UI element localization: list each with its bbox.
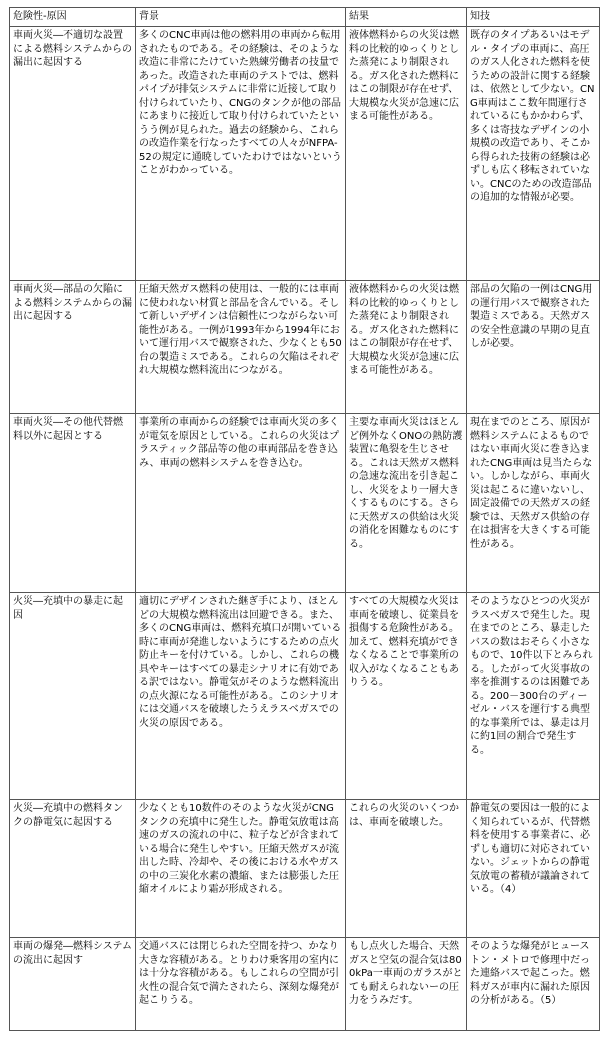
hazard-table <box>9 7 600 1031</box>
cell-background: 多くのCNC車両は他の燃料用の車両から転用されたものである。その経験は、そのような改造に非常にたけていた熟練労働者の技量であった。改造された車両のテストでは、燃料パイプが排気システムに非常に近接して取り付けられていたり、CNGのタンクが他の部品にあまりに接近して取り付けられていたというう例が見られた。過去の経験から、これらの改造作業を行なったすべての人々がNFPA-52の規定に通暁していたわけではないということがわかっている。 <box>136 27 346 281</box>
cell-hazard: 車両火災―部品の欠陥による燃料システムからの漏出に起因する <box>10 281 136 414</box>
cell-hazard: 車両火災―不適切な設置による燃料システムからの漏出に起因する <box>10 27 136 281</box>
cell-knowledge: 既存のタイプあるいはモデル・タイプの車両に、高圧のガス人化された燃料を使うための設計に関する経験は、依然として少ない。CNG車両はここ数年間運行されているにもかかわらず、多くは寄技なデザインの小規模の改造であり、そこから得られた技術の経験は必ずしも広く移転されていない。CNCのための改造部品の追加的な情報が必要。 <box>467 27 600 281</box>
table-row <box>10 414 600 593</box>
cell-knowledge: 現在までのところ、原因が燃料システムによるものではない車両火災に巻き込まれたCNG車両は見当たらない。しかしながら、車両火災は起こるに違いないし、固定設備での天然ガスの経験では、天然ガス供給の存在は損害を大きくする可能性がある。 <box>467 414 600 593</box>
cell-knowledge: 部品の欠陥の一例はCNG用の運行用バスで観察された製造ミスである。天然ガスの安全性意識の早期の見直しが必要。 <box>467 281 600 414</box>
table-row <box>10 593 600 800</box>
cell-hazard: 火災―充填中の暴走に起因 <box>10 593 136 800</box>
header-row <box>10 8 600 27</box>
cell-knowledge: そのような爆発がヒューストン・メトロで修理中だった連絡バスで起こった。燃料ガスが車内に漏れた原因の分析がある。（5） <box>467 938 600 1031</box>
table-row <box>10 800 600 938</box>
header-knowledge: 知技 <box>467 8 600 27</box>
cell-knowledge: そのようなひとつの火災がラスベガスで発生した。現在までのところ、暴走したバスの数はおそらく小さなもので、10件以下とみられる。したがって火災事故の率を推測するのは困難である。200－300台のディーゼル・バスを運行する典型的な事業所では、暴走は月に約1回の割合で発生する。 <box>467 593 600 800</box>
cell-background: 適切にデザインされた継ぎ手により、ほとんどの大規模な燃料流出は回避できる。また、多くのCNG車両は、燃料充填口が開いている時に車両が発進しないようにするための点火防止キーを付けている。しかし、これらの機具やキーはすべての暴走シナリオに有効である訳ではない。静電気がそのような燃料流出の点火源になる可能性がある。このシナリオには交通バスを破壊したうえラスベガスでの火災の原因である。 <box>136 593 346 800</box>
cell-result: 液体燃料からの火災は燃料の比較的ゆっくりとした蒸発により制限される。ガス化された燃料にはこの制限が存在せず、大規模な火災が急速に広まる可能性がある。 <box>346 27 467 281</box>
cell-hazard: 火災―充填中の燃料タンクの静電気に起因する <box>10 800 136 938</box>
cell-result: 液体燃料からの火災は燃料の比較的ゆっくりとした蒸発により制限される。ガス化された燃料にはこの制限が存在せず、大規模な火災が急速に広まる可能性がある。 <box>346 281 467 414</box>
header-hazard-cause: 危険性-原因 <box>10 8 136 27</box>
cell-hazard: 車両火災―その他代替燃料以外に起因とする <box>10 414 136 593</box>
cell-background: 事業所の車両からの経験では車両火災の多くが電気を原因としている。これらの火災はプラスティック部品等の他の車両部品を巻き込み、車両の燃料システムを巻き込む。 <box>136 414 346 593</box>
header-background: 背景 <box>136 8 346 27</box>
cell-hazard: 車両の爆発―燃料システムの流出に起因す <box>10 938 136 1031</box>
header-result: 結果 <box>346 8 467 27</box>
table-row <box>10 27 600 281</box>
table-row <box>10 281 600 414</box>
cell-result: もし点火した場合、天然ガスと空気の混合気は800kPa一車両のガラスがとても耐えられないーの圧力をうみだす。 <box>346 938 467 1031</box>
table-row <box>10 938 600 1031</box>
cell-knowledge: 静電気の要因は一般的によく知られているが、代替燃料を使用する事業者に、必ずしも適切に対応されていない。ジェットからの静電気放電の蓄積が議論されている。（4） <box>467 800 600 938</box>
cell-result: これらの火災のいくつかは、車両を破壊した。 <box>346 800 467 938</box>
cell-background: 少なくとも10数件のそのような火災がCNGタンクの充填中に発生した。静電気放電は高速のガスの流れの中に、粒子などが含まれている場合に発生しやすい。圧縮天然ガスが流出した時、冷却や、その後における水やガスの中の三炭化水素の濃縮、または膨張した圧縮オイルにより霜が形成される。 <box>136 800 346 938</box>
page <box>9 7 599 1031</box>
cell-result: すべての大規模な火災は車両を破壊し、従業員を損傷する危険性がある。加えて、燃料充填ができなくなることで事業所の収入がなくなることもありうる。 <box>346 593 467 800</box>
cell-result: 主要な車両火災はほとんど例外なくONOの熱防護装置に亀裂を生じさせる。これは天然ガス燃料の急速な流出を引き起こし、火災をより一層大きくするものにする。さらに天然ガスの供給は火災の消化を困難なものにする。 <box>346 414 467 593</box>
cell-background: 交通バスには閉じられた空間を持つ、かなり大きな容積がある。とりわけ乗客用の室内には十分な容積がある。もしこれらの空間が引火性の混合気で満たされたら、深刻な爆発が起こりうる。 <box>136 938 346 1031</box>
cell-background: 圧縮天然ガス燃料の使用は、一般的には車両に使われない材質と部品を含んでいる。そして新しいデザインは信頼性につながらない可能性がある。一例が1993年から1994年において運行用バスで観察された、少なくとも50台の製造ミスである。これらの欠陥はそれぞれ大規模な燃料流出につながる。 <box>136 281 346 414</box>
